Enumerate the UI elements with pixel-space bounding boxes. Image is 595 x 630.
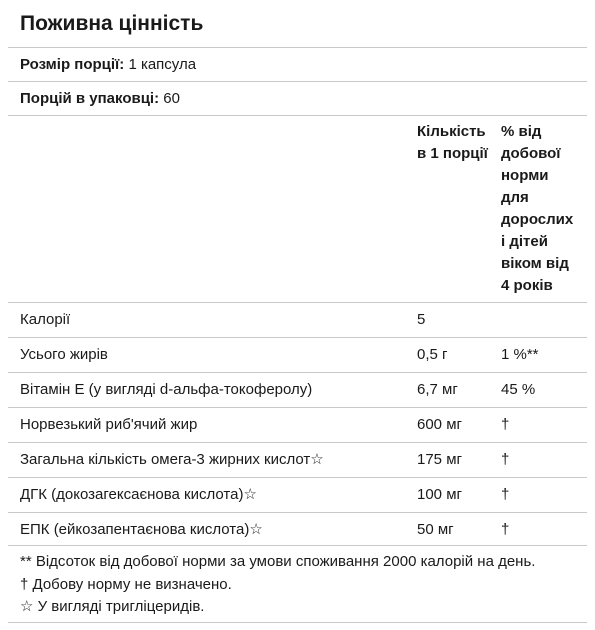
nutrient-amount: 50 мг bbox=[417, 521, 454, 538]
nutrient-name: Загальна кількість омега-3 жирних кислот☆ bbox=[20, 451, 324, 468]
divider bbox=[8, 47, 587, 48]
nutrient-daily-value: † bbox=[501, 521, 510, 538]
servings-per-container-value: 60 bbox=[163, 90, 180, 107]
daily-value-header-line: дорослих bbox=[501, 211, 574, 228]
nutrient-daily-value: † bbox=[501, 451, 510, 468]
nutrient-daily-value: † bbox=[501, 416, 510, 433]
nutrient-name: ЕПК (ейкозапентаєнова кислота)☆ bbox=[20, 521, 263, 538]
amount-header-line: Кількість bbox=[417, 123, 486, 140]
nutrient-amount: 600 мг bbox=[417, 416, 462, 433]
nutrient-name: Норвезький риб'ячий жир bbox=[20, 416, 198, 433]
serving-size-label: Розмір порції: bbox=[20, 56, 125, 73]
nutrient-row bbox=[0, 478, 595, 512]
daily-value-header-line: добової bbox=[501, 145, 561, 162]
daily-value-header-line: і дітей bbox=[501, 233, 548, 250]
nutrient-row bbox=[0, 373, 595, 407]
nutrient-name: ДГК (докозагексаєнова кислота)☆ bbox=[20, 486, 257, 503]
serving-size-value: 1 капсула bbox=[128, 56, 197, 73]
nutrient-daily-value: 45 % bbox=[501, 381, 536, 398]
divider bbox=[8, 115, 587, 116]
nutrient-amount: 100 мг bbox=[417, 486, 462, 503]
footnote: ☆ У вигляді тригліцеридів. bbox=[20, 598, 205, 615]
nutrient-row bbox=[0, 443, 595, 477]
daily-value-header-line: для bbox=[501, 189, 529, 206]
divider bbox=[8, 622, 587, 623]
nutrient-name: Калорії bbox=[20, 311, 71, 328]
nutrient-name: Усього жирів bbox=[20, 346, 108, 363]
nutrient-row bbox=[0, 408, 595, 442]
divider bbox=[8, 545, 587, 546]
nutrient-daily-value: 1 %** bbox=[501, 346, 539, 363]
daily-value-header-line: норми bbox=[501, 167, 549, 184]
daily-value-header-line: 4 років bbox=[501, 277, 553, 294]
footnotes bbox=[20, 551, 535, 619]
nutrient-row bbox=[0, 513, 595, 547]
nutrient-amount: 6,7 мг bbox=[417, 381, 458, 398]
amount-column-header bbox=[417, 121, 488, 165]
panel-title: Поживна цінність bbox=[20, 12, 204, 35]
amount-header-line: в 1 порції bbox=[417, 145, 488, 162]
footnote: † Добову норму не визначено. bbox=[20, 575, 232, 593]
daily-value-header-line: % від bbox=[501, 123, 542, 140]
daily-value-header-line: віком від bbox=[501, 255, 569, 272]
serving-size bbox=[20, 56, 196, 73]
nutrient-row bbox=[0, 303, 595, 337]
servings-per-container-label: Порцій в упаковці: bbox=[20, 90, 160, 107]
nutrient-amount: 175 мг bbox=[417, 451, 462, 468]
nutrient-row bbox=[0, 338, 595, 372]
divider bbox=[8, 81, 587, 82]
nutrient-daily-value: † bbox=[501, 486, 510, 503]
servings-per-container bbox=[20, 90, 180, 107]
nutrient-amount: 5 bbox=[417, 311, 426, 328]
nutrient-amount: 0,5 г bbox=[417, 346, 448, 363]
nutrient-name: Вітамін Е (у вигляді d-альфа-токоферолу) bbox=[20, 381, 313, 398]
footnote: ** Відсоток від добової норми за умови споживання 2000 калорій на день. bbox=[20, 553, 536, 570]
daily-value-column-header bbox=[501, 121, 573, 297]
